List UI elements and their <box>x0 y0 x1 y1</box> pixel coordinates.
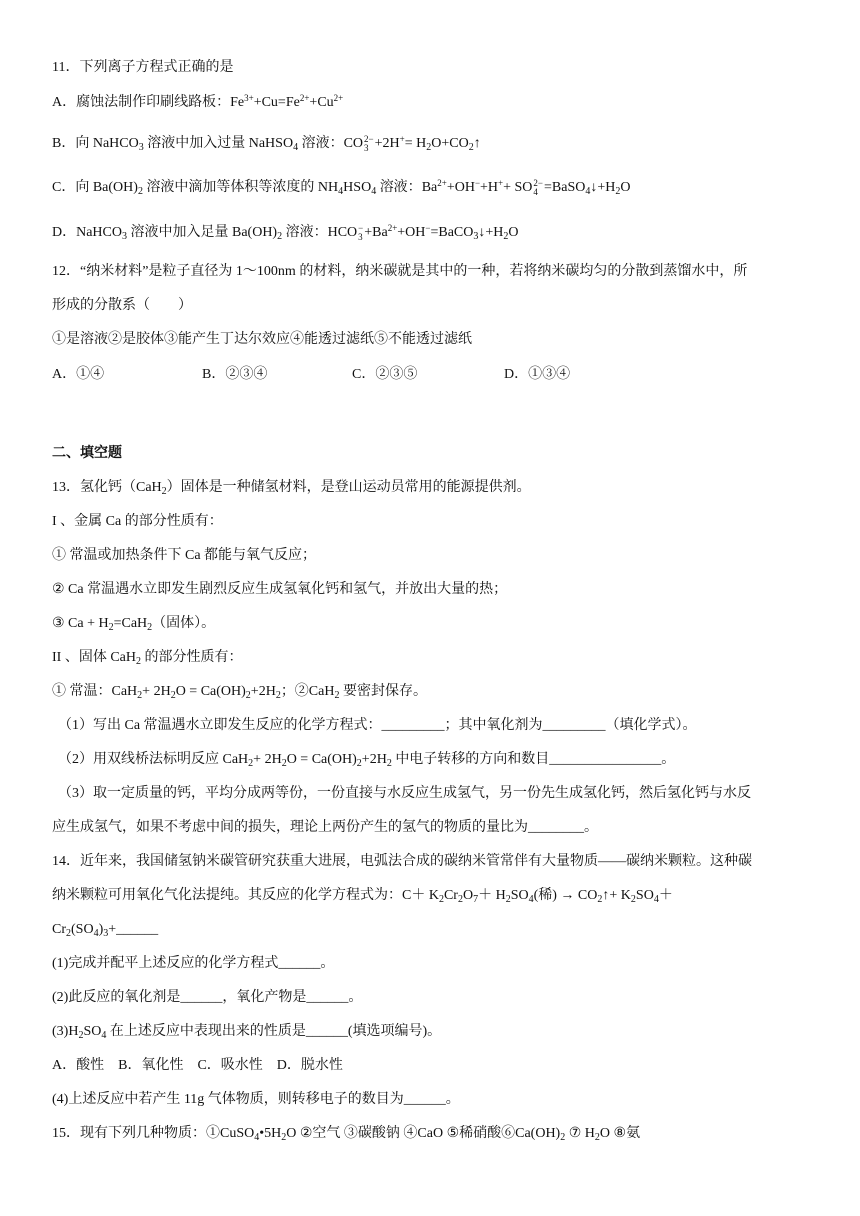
q11-option-d: D．NaHCO$_3$ 溶液中加入足量 $Ba(OH)_2$ 溶液：HCO − 3 $+Ba^{2+}+OH^-=BaCO_3↓+H_2O$ <box>52 222 519 242</box>
q14-sub4: (4)上述反应中若产生 11g 气体物质，则转移电子的数目为______。 <box>52 1092 460 1107</box>
q13-part1-title: I 、金属 Ca 的部分性质有： <box>52 514 223 529</box>
q14-options: A．酸性 B．氧化性 C．吸水性 D．脱水性 <box>52 1058 343 1073</box>
q13-part2-item: ① 常温：$CaH_2+ 2H_2O = Ca(OH)_2+2H_2$；②CaH$_2$ 要密封保存。 <box>52 684 427 701</box>
q12-statements: ①是溶液②是胶体③能产生丁达尔效应④能透过滤纸⑤不能透过滤纸 <box>52 332 472 347</box>
q13-part1-item3: ③ $Ca + H_2=CaH_2$（固体）。 <box>52 616 216 633</box>
q14-sub1: (1)完成并配平上述反应的化学方程式______。 <box>52 956 335 971</box>
q13-part1-item1: ① 常温或加热条件下 Ca 都能与氧气反应； <box>52 548 317 563</box>
q12-option-b: B．②③④ <box>202 367 268 382</box>
q12-option-c: C．②③⑤ <box>352 367 418 382</box>
q14-stem-line1: 14．近年来，我国储氢钠米碳管研究获重大进展，电弧法合成的碳纳米管常伴有大量物质——碳纳米颗粒。这种碳 <box>52 854 752 869</box>
q14-stem-line2: 纳米颗粒可用氧化气化法提纯。其反应的化学方程式为：$C+ K_2Cr_2O_7+ H_2SO_4$(稀) → $CO_2↑+ K_2SO_4+$ <box>52 888 673 905</box>
q13-stem: 13．氢化钙（CaH$_2$）固体是一种储氢材料，是登山运动员常用的能源提供剂。 <box>52 480 531 497</box>
q11-option-c: C．向 $Ba(OH)_2$ 溶液中滴加等体积等浓度的 $NH_4HSO_4$ 溶液：$Ba^{2+}+OH^-+H^++$ SO 2− 4 $=BaSO_4↓+H_2O$ <box>52 177 631 197</box>
q11-option-b: B．向 NaHCO$_3$ 溶液中加入过量 NaHSO$_4$ 溶液：CO 2− 3 $+2H^+= H_2O+CO_2↑$ <box>52 133 481 153</box>
section-title-fill-in: 二、填空题 <box>52 446 122 461</box>
q11-option-a: A．腐蚀法制作印刷线路板：$Fe^{3+}+Cu=Fe^{2+}+Cu^{2+}$ <box>52 93 344 110</box>
q14-stem-line3: $Cr_2(SO_4)_3+\_\_\_\_\_\_$ <box>52 922 159 939</box>
q13-sub2: （2）用双线桥法标明反应 $CaH_2+ 2H_2O = Ca(OH)_2+2H_2$ 中电子转移的方向和数目________________。 <box>58 752 676 769</box>
q13-part2-title: II 、固体 CaH$_2$ 的部分性质有： <box>52 650 243 667</box>
q12-stem-line1: 12．“纳米材料”是粒子直径为 1～100nm 的材料，纳米碳就是其中的一种，若将纳米碳均匀的分散到蒸馏水中，所 <box>52 264 748 279</box>
q12-option-d: D．①③④ <box>504 367 571 382</box>
q13-sub1: （1）写出 Ca 常温遇水立即发生反应的化学方程式：_________；其中氧化剂为_________（填化学式）。 <box>58 718 697 733</box>
q13-part1-item2: ② Ca 常温遇水立即发生剧烈反应生成氢氧化钙和氢气，并放出大量的热； <box>52 582 508 597</box>
q13-sub3-line2: 应生成氢气，如果不考虑中间的损失，理论上两份产生的氢气的物质的量比为________。 <box>52 820 598 835</box>
q13-sub3-line1: （3）取一定质量的钙，平均分成两等份，一份直接与水反应生成氢气，另一份先生成氢化钙，然后氢化钙与水反 <box>58 786 751 801</box>
q11-stem: 11．下列离子方程式正确的是 <box>52 60 234 75</box>
q14-sub2: (2)此反应的氧化剂是______，氧化产物是______。 <box>52 990 363 1005</box>
q14-sub3: $(3)H_2SO_4$ 在上述反应中表现出来的性质是______(填选项编号)。 <box>52 1024 442 1041</box>
q12-option-a: A．①④ <box>52 367 105 382</box>
q12-stem-line2: 形成的分散系（ ） <box>52 298 192 313</box>
q15-stem: 15．现有下列几种物质：$①CuSO_4•5H_2O$ ②空气 ③碳酸钠 ④CaO ⑤稀硝酸$⑥Ca(OH)_2$ ⑦ $H_2O$ ⑧氨 <box>52 1126 641 1143</box>
